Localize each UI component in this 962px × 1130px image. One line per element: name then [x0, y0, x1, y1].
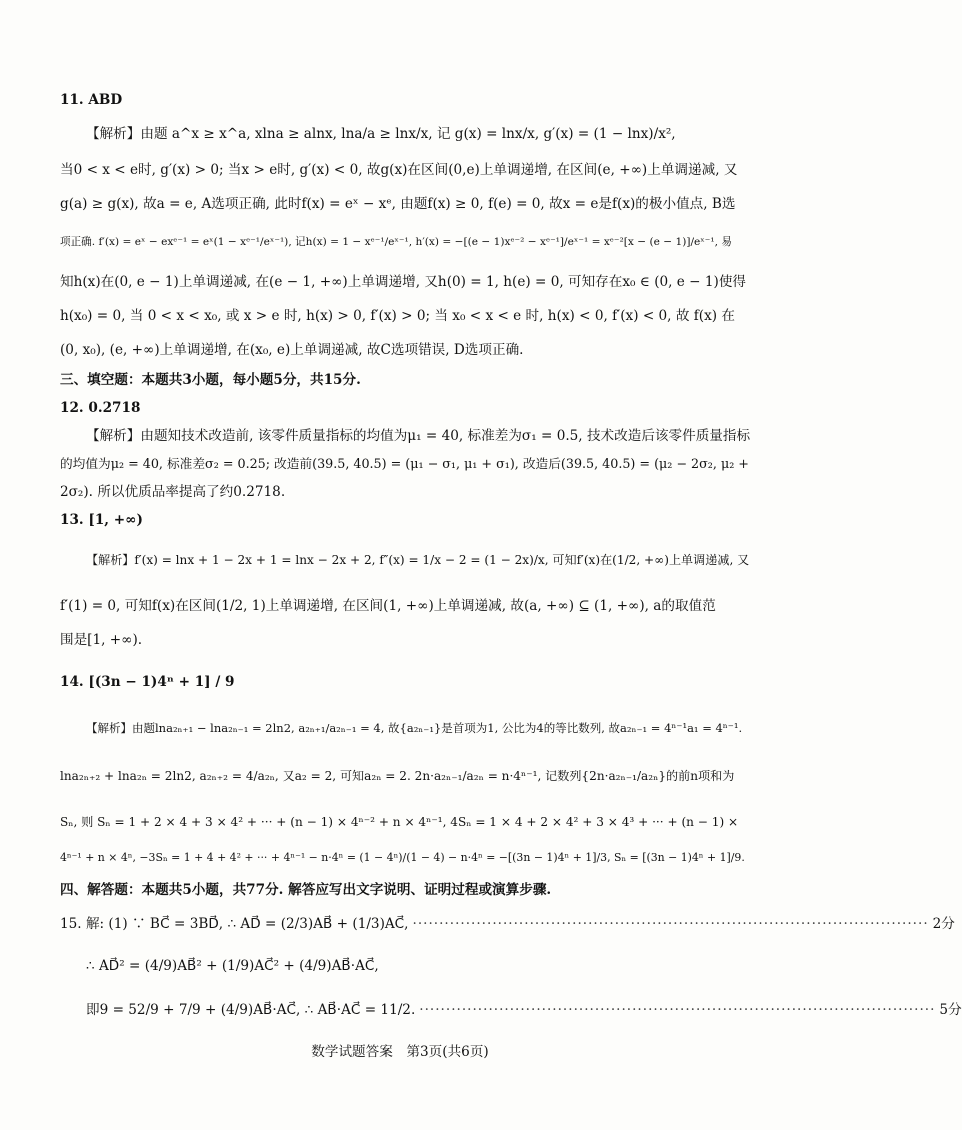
q11-answer: 11. ABD [60, 92, 123, 108]
page-footer: 数学试题答案 第3页(共6页) [311, 1044, 489, 1060]
q15-step-3 [60, 1000, 962, 1020]
q13-line-2: f′(1) = 0, 可知f(x)在区间(1/2, 1)上单调递增, 在区间(1, +∞)上单调递减, 故(a, +∞) ⊆ (1, +∞), a的取值范 [60, 598, 716, 614]
q14-line-4: 4ⁿ⁻¹ + n × 4ⁿ, −3Sₙ = 1 + 4 + 4² + ··· + 4ⁿ⁻¹ − n·4ⁿ = (1 − 4ⁿ)/(1 − 4) − n·4ⁿ = −[(3n − 1)4ⁿ + 1]/3, Sₙ = [(3n − 1)4ⁿ + 1]/9. [60, 851, 745, 864]
q12-answer: 12. 0.2718 [60, 400, 141, 416]
q15-score-2: 5分 [939, 1002, 962, 1018]
section-3-heading: 三、填空题：本题共3小题，每小题5分，共15分. [60, 372, 361, 388]
q11-line-6: h(x₀) = 0, 当 0 < x < x₀, 或 x > e 时, h(x) > 0, f′(x) > 0; 当 x₀ < x < e 时, h(x) < 0, f′(x) < 0, 故 f(x) 在 [60, 308, 735, 324]
q11-line-4: 项正确. f′(x) = eˣ − exᵉ⁻¹ = eˣ(1 − xᵉ⁻¹/eˣ⁻¹), 记h(x) = 1 − xᵉ⁻¹/eˣ⁻¹, h′(x) = −[(e − 1)xᵉ⁻² − xᵉ⁻¹]/eˣ⁻¹ = xᵉ⁻²[x − (e − 1)]/eˣ⁻¹, 易 [60, 236, 732, 248]
q15-score-1: 2分 [932, 916, 955, 932]
q13-line-3: 围是[1, +∞). [60, 632, 143, 648]
q13-line-1: 【解析】f′(x) = lnx + 1 − 2x + 1 = lnx − 2x + 2, f″(x) = 1/x − 2 = (1 − 2x)/x, 可知f′(x)在(1/2, +∞)上单调递减, 又 [86, 553, 750, 567]
q15-line-3: 即9 = 52/9 + 7/9 + (4/9)AB⃗·AC⃗, ∴ AB⃗·AC⃗ = 11/2. [86, 1002, 416, 1018]
q12-line-1: 【解析】由题知技术改造前, 该零件质量指标的均值为μ₁ = 40, 标准差为σ₁ = 0.5, 技术改造后该零件质量指标 [86, 428, 751, 444]
q11-line-7: (0, x₀), (e, +∞)上单调递增, 在(x₀, e)上单调递减, 故C选项错误, D选项正确. [60, 342, 524, 358]
q12-line-3: 2σ₂). 所以优质品率提高了约0.2718. [60, 484, 286, 500]
q11-line-2: 当0 < x < e时, g′(x) > 0; 当x > e时, g′(x) < 0, 故g(x)在区间(0,e)上单调递增, 在区间(e, +∞)上单调递减, 又 [60, 162, 738, 178]
dotted-leader: ································································································· [419, 1002, 936, 1018]
q15-step-1 [60, 914, 955, 934]
dotted-leader: ································································································· [412, 916, 929, 932]
q14-line-3: Sₙ, 则 Sₙ = 1 + 2 × 4 + 3 × 4² + ··· + (n − 1) × 4ⁿ⁻² + n × 4ⁿ⁻¹, 4Sₙ = 1 × 4 + 2 × 4² + 3 × 4³ + ··· + (n − 1) × [60, 815, 739, 829]
q13-answer: 13. [1, +∞) [60, 512, 143, 528]
section-4-heading: 四、解答题：本题共5小题，共77分. 解答应写出文字说明、证明过程或演算步骤. [60, 882, 552, 898]
q14-answer: 14. [(3n − 1)4ⁿ + 1] / 9 [60, 674, 235, 690]
q11-line-5: 知h(x)在(0, e − 1)上单调递减, 在(e − 1, +∞)上单调递增, 又h(0) = 1, h(e) = 0, 可知存在x₀ ∈ (0, e − 1)使得 [60, 274, 747, 290]
q11-line-1: 【解析】由题 a^x ≥ x^a, xlna ≥ alnx, lna/a ≥ lnx/x, 记 g(x) = lnx/x, g′(x) = (1 − lnx)/x², [86, 126, 676, 142]
q14-line-2: lna₂ₙ₊₂ + lna₂ₙ = 2ln2, a₂ₙ₊₂ = 4/a₂ₙ, 又a₂ = 2, 可知a₂ₙ = 2. 2n·a₂ₙ₋₁/a₂ₙ = n·4ⁿ⁻¹, 记数列{2n·a₂ₙ₋₁/a₂ₙ}的前n项和为 [60, 769, 735, 783]
q12-line-2: 的均值为μ₂ = 40, 标准差σ₂ = 0.25; 改造前(39.5, 40.5) = (μ₁ − σ₁, μ₁ + σ₁), 改造后(39.5, 40.5) = (μ₂ − 2σ₂, μ₂ + [60, 456, 749, 471]
q15-line-2: ∴ AD⃗² = (4/9)AB⃗² + (1/9)AC⃗² + (4/9)AB⃗·AC⃗, [86, 958, 379, 974]
q14-line-1: 【解析】由题lna₂ₙ₊₁ − lna₂ₙ₋₁ = 2ln2, a₂ₙ₊₁/a₂ₙ₋₁ = 4, 故{a₂ₙ₋₁}是首项为1, 公比为4的等比数列, 故a₂ₙ₋₁ = 4ⁿ⁻¹a₁ = 4ⁿ⁻¹. [86, 721, 743, 735]
q11-line-3: g(a) ≥ g(x), 故a = e, A选项正确, 此时f(x) = eˣ − xᵉ, 由题f(x) ≥ 0, f(e) = 0, 故x = e是f(x)的极小值点, B选 [60, 196, 736, 212]
q15-line-1: 15. 解: (1) ∵ BC⃗ = 3BD⃗, ∴ AD⃗ = (2/3)AB⃗ + (1/3)AC⃗, [60, 916, 409, 932]
